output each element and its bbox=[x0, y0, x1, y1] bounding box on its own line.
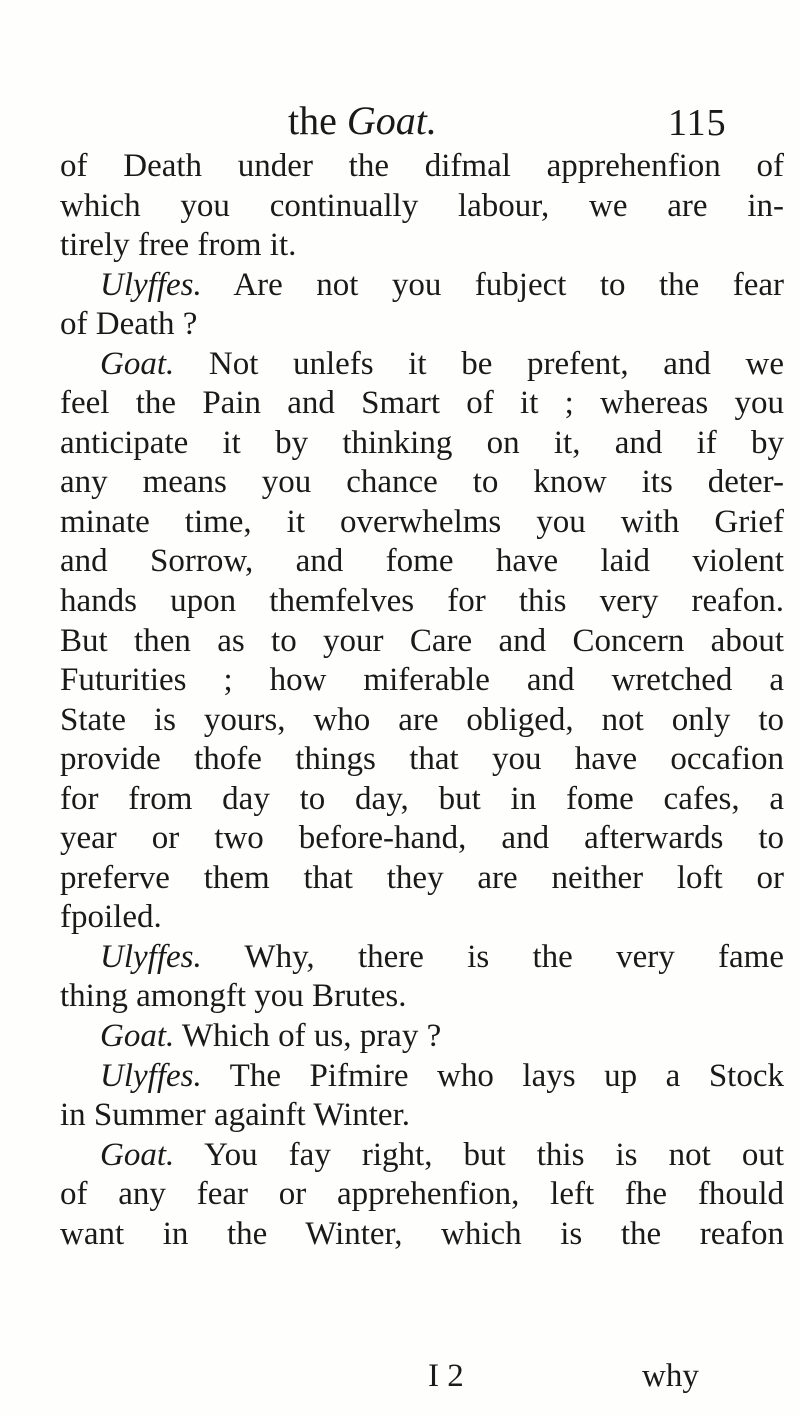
line-text: The Pifmire who lays up a Stock bbox=[201, 1057, 784, 1094]
page-header bbox=[0, 96, 800, 146]
text-line bbox=[60, 384, 784, 424]
page-footer bbox=[0, 1358, 800, 1416]
text-line bbox=[60, 503, 784, 543]
running-title-prefix: the bbox=[288, 98, 347, 143]
text-line bbox=[60, 938, 784, 978]
line-text: Futurities ; how miferable and wretched a bbox=[60, 662, 784, 699]
line-text: thing amongft you Brutes. bbox=[60, 978, 407, 1015]
line-text: Not unlefs it be prefent, and we bbox=[174, 345, 784, 382]
speaker-name: Ulyffes. bbox=[100, 266, 202, 303]
line-text: minate time, it overwhelms you with Grief bbox=[60, 503, 784, 540]
line-text: which you continually labour, we are in- bbox=[60, 187, 784, 224]
speaker-name: Goat. bbox=[100, 1018, 175, 1055]
line-text: But then as to your Care and Concern about bbox=[60, 622, 784, 659]
line-text: any means you chance to know its deter- bbox=[60, 464, 784, 501]
text-line bbox=[60, 1057, 784, 1097]
text-line bbox=[60, 1136, 784, 1176]
line-text: preferve them that they are neither loft or bbox=[60, 859, 784, 896]
page-number: 115 bbox=[668, 102, 727, 144]
text-line bbox=[60, 266, 784, 306]
text-line bbox=[60, 701, 784, 741]
line-text: Why, there is the very fame bbox=[201, 938, 784, 975]
speaker-name: Ulyffes. bbox=[100, 938, 202, 975]
line-text: feel the Pain and Smart of it ; whereas you bbox=[60, 385, 784, 422]
text-line bbox=[60, 187, 784, 227]
text-line bbox=[60, 622, 784, 662]
running-title bbox=[288, 96, 437, 146]
speaker-name: Ulyffes. bbox=[100, 1057, 202, 1094]
text-line bbox=[60, 1096, 784, 1136]
line-text: of Death under the difmal apprehenfion of bbox=[60, 148, 784, 184]
text-line bbox=[60, 740, 784, 780]
line-text: Which of us, pray ? bbox=[174, 1018, 442, 1055]
line-text: want in the Winter, which is the reafon bbox=[60, 1215, 784, 1252]
line-text: year or two before-hand, and afterwards to bbox=[60, 820, 784, 857]
text-line bbox=[60, 305, 784, 345]
text-line bbox=[60, 898, 784, 938]
catchword: why bbox=[642, 1358, 699, 1394]
speaker-name: Goat. bbox=[100, 345, 175, 382]
line-text: and Sorrow, and fome have laid violent bbox=[60, 543, 784, 580]
text-line bbox=[60, 345, 784, 385]
text-line bbox=[60, 661, 784, 701]
line-text: hands upon themfelves for this very reafon. bbox=[60, 583, 784, 620]
text-line bbox=[60, 1017, 784, 1057]
line-text: fpoiled. bbox=[60, 899, 162, 936]
line-text: provide thofe things that you have occafion bbox=[60, 741, 784, 778]
signature-mark: I 2 bbox=[428, 1358, 464, 1394]
line-text: Are not you fubject to the fear bbox=[201, 266, 784, 303]
text-line bbox=[60, 780, 784, 820]
line-text: tirely free from it. bbox=[60, 227, 297, 264]
text-line bbox=[60, 424, 784, 464]
text-line bbox=[60, 977, 784, 1017]
running-title-italic: Goat. bbox=[346, 98, 437, 143]
line-text: of any fear or apprehenfion, left fhe fhould bbox=[60, 1176, 784, 1213]
text-line bbox=[60, 859, 784, 899]
text-line bbox=[60, 1175, 784, 1215]
text-line bbox=[60, 226, 784, 266]
text-line bbox=[60, 819, 784, 859]
text-line bbox=[60, 1215, 784, 1255]
text-line bbox=[60, 147, 784, 187]
line-text: State is yours, who are obliged, not only to bbox=[60, 701, 784, 738]
line-text: in Summer againft Winter. bbox=[60, 1097, 410, 1134]
text-line bbox=[60, 582, 784, 622]
speaker-name: Goat. bbox=[100, 1136, 175, 1173]
line-text: anticipate it by thinking on it, and if by bbox=[60, 424, 784, 461]
line-text: for from day to day, but in fome cafes, a bbox=[60, 780, 784, 817]
text-line bbox=[60, 463, 784, 503]
text-line bbox=[60, 542, 784, 582]
line-text: You fay right, but this is not out bbox=[174, 1136, 784, 1173]
line-text: of Death ? bbox=[60, 306, 198, 343]
body-text bbox=[60, 147, 784, 1254]
